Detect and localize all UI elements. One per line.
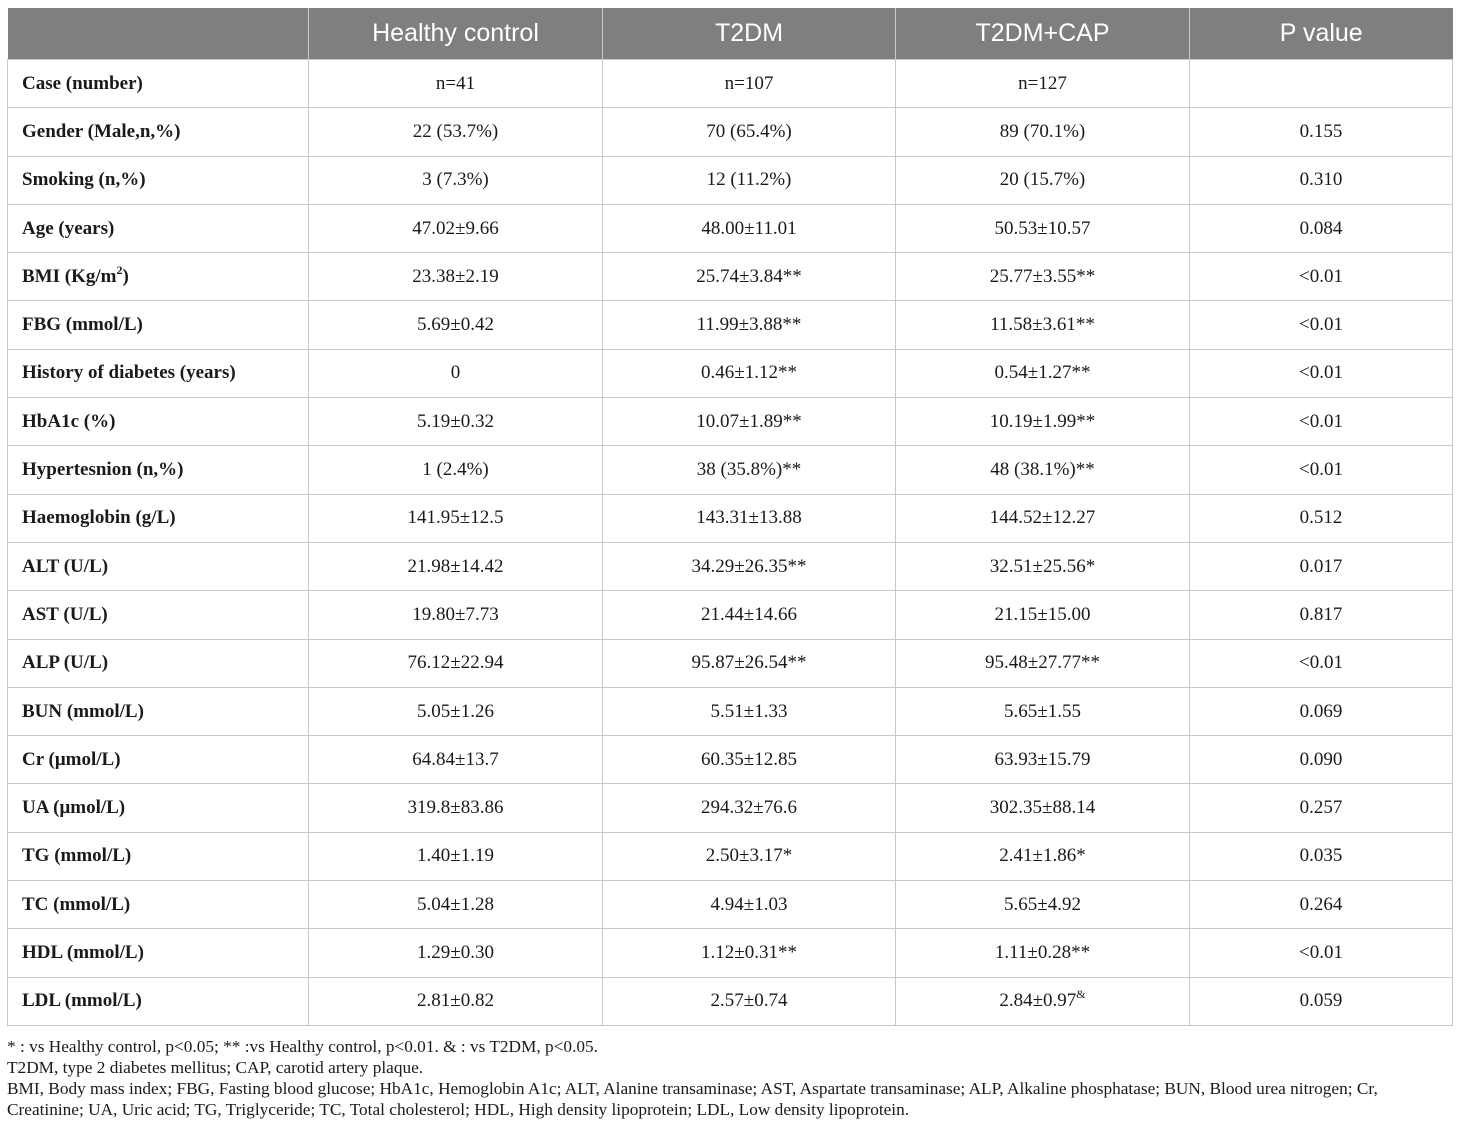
row-label-text: History of diabetes (years) [22,362,236,384]
cell-value: 1.11±0.28** [994,941,1091,963]
p-value-cell [1190,784,1453,832]
table-row [8,398,1453,446]
row-label-cell [8,591,309,639]
p-value-cell [1190,542,1453,590]
table-row [8,881,1453,929]
cell-value: <0.01 [1299,410,1343,432]
cell-value: 5.04±1.28 [417,893,494,915]
cell-value: 95.87±26.54** [691,652,807,674]
t2dm-cap-cell [896,736,1190,784]
table-footnotes [7,1036,1452,1120]
cell-value: 64.84±13.7 [412,748,499,770]
cell-value: 2.84±0.97 [999,990,1077,1012]
p-value-cell [1190,832,1453,880]
row-label-cell [8,301,309,349]
healthy-control-cell [309,253,603,301]
cell-value: 2.41±1.86* [999,845,1086,867]
cell-value: 47.02±9.66 [412,217,499,239]
t2dm-cell [603,253,896,301]
t2dm-cap-cell [896,639,1190,687]
healthy-control-cell [309,784,603,832]
p-value-cell [1190,736,1453,784]
row-label-text: BUN (mmol/L) [22,700,144,722]
cell-value: <0.01 [1299,314,1343,336]
t2dm-cap-cell [896,204,1190,252]
table-row [8,204,1453,252]
cell-value: 0.059 [1299,990,1343,1012]
t2dm-cap-cell [896,108,1190,156]
t2dm-cell [603,784,896,832]
table-row [8,446,1453,494]
t2dm-cap-cell [896,446,1190,494]
row-label-text: FBG (mmol/L) [22,314,143,336]
cell-value: 63.93±15.79 [994,748,1091,770]
healthy-control-cell [309,156,603,204]
cell-value: 144.52±12.27 [989,507,1096,529]
cell-value: 294.32±76.6 [701,797,797,819]
t2dm-cell [603,446,896,494]
table-row [8,736,1453,784]
healthy-control-cell [309,639,603,687]
cell-value: 1.29±0.30 [417,941,494,963]
p-value-cell [1190,349,1453,397]
cell-value: 70 (65.4%) [706,120,792,142]
p-value-cell [1190,108,1453,156]
row-label-text: AST (U/L) [22,603,108,625]
healthy-control-cell [309,494,603,542]
cell-value: 21.44±14.66 [701,603,797,625]
row-label-cell [8,736,309,784]
row-label-cell [8,639,309,687]
row-label-cell [8,349,309,397]
cell-value: <0.01 [1299,941,1343,963]
row-label-cell [8,832,309,880]
t2dm-cap-cell [896,494,1190,542]
row-label-text: BMI (Kg/m [22,265,117,287]
header-cell-p-value: P value [1190,8,1453,60]
footnote-significance: * : vs Healthy control, p<0.05; ** :vs Healthy control, p<0.01. & : vs T2DM, p<0.05. [7,1037,598,1056]
cell-value: 1 (2.4%) [422,459,489,481]
cell-value: 0.54±1.27** [994,362,1091,384]
t2dm-cap-cell [896,591,1190,639]
t2dm-cap-cell [896,349,1190,397]
t2dm-cell [603,639,896,687]
cell-value: 21.98±14.42 [407,555,504,577]
t2dm-cap-cell [896,784,1190,832]
cell-value: n=41 [435,72,476,94]
healthy-control-cell [309,301,603,349]
cell-value: 2.50±3.17* [705,845,793,867]
t2dm-cell [603,977,896,1025]
t2dm-cell [603,929,896,977]
footnote-abbrev-measures: BMI, Body mass index; FBG, Fasting blood glucose; HbA1c, Hemoglobin A1c; ALT, Alanine transaminase; AST, Aspartate transaminase; ALP, Alkaline phosphatase; BUN, Blood urea nitrogen; Cr, Creatinine; UA, Uric acid; TG, Triglyceride; TC, Total cholesterol; HDL, High density lipoprotein; LDL, Low density lipoprotein. [7,1079,1378,1119]
t2dm-cell [603,494,896,542]
table-container [7,8,1452,1026]
cell-value: 20 (15.7%) [999,169,1086,191]
table-row [8,977,1453,1025]
table-row [8,784,1453,832]
table-row [8,832,1453,880]
cell-value: 19.80±7.73 [412,603,499,625]
cell-value: 5.69±0.42 [417,314,494,336]
t2dm-cell [603,301,896,349]
cell-value: 23.38±2.19 [412,265,499,287]
healthy-control-cell [309,736,603,784]
cell-value: 0.817 [1299,603,1343,625]
cell-value: 0.512 [1299,507,1343,529]
cell-value: 0.257 [1299,797,1343,819]
t2dm-cap-cell [896,832,1190,880]
table-row [8,156,1453,204]
cell-value: 5.51±1.33 [710,700,788,722]
cell-value: 48 (38.1%)** [990,459,1095,481]
header-cell-t2dm-cap: T2DM+CAP [896,8,1190,60]
cell-value: 11.58±3.61** [990,314,1095,336]
table-row [8,591,1453,639]
row-label-text: Smoking (n,%) [22,169,146,191]
row-label-text: HDL (mmol/L) [22,941,144,963]
t2dm-cell [603,156,896,204]
row-label-text: ALT (U/L) [22,555,109,577]
row-label-cell [8,494,309,542]
table-row [8,108,1453,156]
t2dm-cell [603,881,896,929]
table-row [8,253,1453,301]
row-label-text: Case (number) [22,72,143,94]
row-label-text: Age (years) [22,217,115,239]
cell-value: 89 (70.1%) [999,120,1086,142]
cell-value: 1.12±0.31** [701,941,797,963]
t2dm-cap-cell [896,881,1190,929]
t2dm-cell [603,349,896,397]
p-value-cell [1190,398,1453,446]
cell-value: 95.48±27.77** [985,652,1100,674]
p-value-cell [1190,446,1453,494]
cell-value: 0.310 [1299,169,1343,191]
p-value-cell [1190,591,1453,639]
healthy-control-cell [309,832,603,880]
t2dm-cell [603,398,896,446]
cell-value: 0.069 [1299,700,1343,722]
cell-value: 10.19±1.99** [989,410,1096,432]
row-label-text: Gender (Male,n,%) [22,120,181,142]
row-label-text: ALP (U/L) [22,652,109,674]
t2dm-cell [603,60,896,108]
healthy-control-cell [309,60,603,108]
t2dm-cell [603,542,896,590]
cell-value: 2.57±0.74 [710,990,788,1012]
t2dm-cap-cell [896,398,1190,446]
cell-value: 48.00±11.01 [701,217,797,239]
healthy-control-cell [309,687,603,735]
cell-value: 5.19±0.32 [417,410,494,432]
table-body [8,60,1453,1026]
row-label-text: HbA1c (%) [22,410,116,432]
t2dm-cell [603,832,896,880]
cell-value: 0.264 [1299,893,1343,915]
p-value-cell [1190,494,1453,542]
row-label-text: TC (mmol/L) [22,893,131,915]
healthy-control-cell [309,108,603,156]
row-label-text: LDL (mmol/L) [22,990,142,1012]
p-value-cell [1190,639,1453,687]
healthy-control-cell [309,977,603,1025]
healthy-control-cell [309,542,603,590]
row-label-cell [8,929,309,977]
header-row [8,8,1453,60]
cell-value: <0.01 [1299,265,1343,287]
t2dm-cap-cell [896,929,1190,977]
t2dm-cell [603,108,896,156]
row-label-cell [8,398,309,446]
healthy-control-cell [309,446,603,494]
header-cell-blank [8,8,309,60]
cell-value: 25.77±3.55** [989,265,1096,287]
t2dm-cell [603,736,896,784]
t2dm-cap-cell [896,687,1190,735]
row-label-cell [8,108,309,156]
cell-value: 5.65±1.55 [1004,700,1081,722]
cell-value: n=107 [724,72,774,94]
row-label-cell [8,687,309,735]
cell-value: 0.017 [1299,555,1343,577]
p-value-cell [1190,60,1453,108]
data-table [7,8,1453,1026]
row-label-cell [8,784,309,832]
p-value-cell [1190,881,1453,929]
cell-value: 21.15±15.00 [994,603,1091,625]
cell-value: 11.99±3.88** [696,314,802,336]
table-row [8,494,1453,542]
healthy-control-cell [309,398,603,446]
cell-value: 25.74±3.84** [696,265,802,287]
header-cell-healthy-control: Healthy control [309,8,603,60]
cell-value: 4.94±1.03 [710,893,788,915]
p-value-cell [1190,301,1453,349]
p-value-cell [1190,977,1453,1025]
row-label-cell [8,542,309,590]
row-label-superscript: 2 [116,262,123,277]
row-label-text: Cr (μmol/L) [22,748,121,770]
cell-value: 0.46±1.12** [701,362,797,384]
cell-value: <0.01 [1299,362,1343,384]
cell-value: 302.35±88.14 [989,797,1096,819]
table-row [8,542,1453,590]
row-label-text: TG (mmol/L) [22,845,132,867]
cell-value: 0.155 [1299,120,1343,142]
table-row [8,301,1453,349]
row-label-cell [8,446,309,494]
cell-value: 12 (11.2%) [706,169,792,191]
cell-value: 143.31±13.88 [696,507,802,529]
row-label-tail: ) [122,265,129,287]
healthy-control-cell [309,881,603,929]
cell-value: 3 (7.3%) [422,169,489,191]
cell-value: n=127 [1018,72,1067,94]
cell-value: 5.65±4.92 [1004,893,1081,915]
row-label-cell [8,253,309,301]
cell-superscript: & [1076,987,1086,1002]
t2dm-cap-cell [896,156,1190,204]
p-value-cell [1190,253,1453,301]
cell-value: 38 (35.8%)** [696,459,802,481]
p-value-cell [1190,929,1453,977]
cell-value: <0.01 [1299,652,1343,674]
row-label-cell [8,881,309,929]
row-label-cell [8,977,309,1025]
row-label-text: Hypertesnion (n,%) [22,459,184,481]
cell-value: 1.40±1.19 [417,845,494,867]
t2dm-cell [603,687,896,735]
cell-value: 22 (53.7%) [412,120,499,142]
cell-value: 0.090 [1299,748,1343,770]
table-row [8,687,1453,735]
t2dm-cap-cell [896,301,1190,349]
p-value-cell [1190,687,1453,735]
cell-value: <0.01 [1299,459,1343,481]
t2dm-cell [603,204,896,252]
p-value-cell [1190,204,1453,252]
row-label-cell [8,204,309,252]
cell-value: 319.8±83.86 [407,797,504,819]
cell-value: 0.035 [1299,845,1343,867]
cell-value: 10.07±1.89** [696,410,802,432]
cell-value: 50.53±10.57 [994,217,1091,239]
table-row [8,60,1453,108]
row-label-text: Haemoglobin (g/L) [22,507,176,529]
table-row [8,639,1453,687]
t2dm-cap-cell [896,977,1190,1025]
row-label-cell [8,156,309,204]
header-cell-t2dm: T2DM [603,8,896,60]
healthy-control-cell [309,591,603,639]
t2dm-cap-cell [896,60,1190,108]
healthy-control-cell [309,204,603,252]
cell-value: 2.81±0.82 [417,990,494,1012]
t2dm-cell [603,591,896,639]
table-row [8,929,1453,977]
healthy-control-cell [309,929,603,977]
t2dm-cap-cell [896,542,1190,590]
cell-value: 34.29±26.35** [691,555,807,577]
footnote-abbrev-groups: T2DM, type 2 diabetes mellitus; CAP, carotid artery plaque. [7,1058,424,1077]
cell-value: 32.51±25.56* [989,555,1096,577]
cell-value: 76.12±22.94 [407,652,504,674]
table-row [8,349,1453,397]
cell-value: 60.35±12.85 [701,748,797,770]
healthy-control-cell [309,349,603,397]
t2dm-cap-cell [896,253,1190,301]
cell-value: 141.95±12.5 [407,507,504,529]
row-label-cell [8,60,309,108]
cell-value: 0.084 [1299,217,1343,239]
cell-value: 5.05±1.26 [417,700,494,722]
cell-value: 0 [450,362,461,384]
p-value-cell [1190,156,1453,204]
row-label-text: UA (μmol/L) [22,797,126,819]
